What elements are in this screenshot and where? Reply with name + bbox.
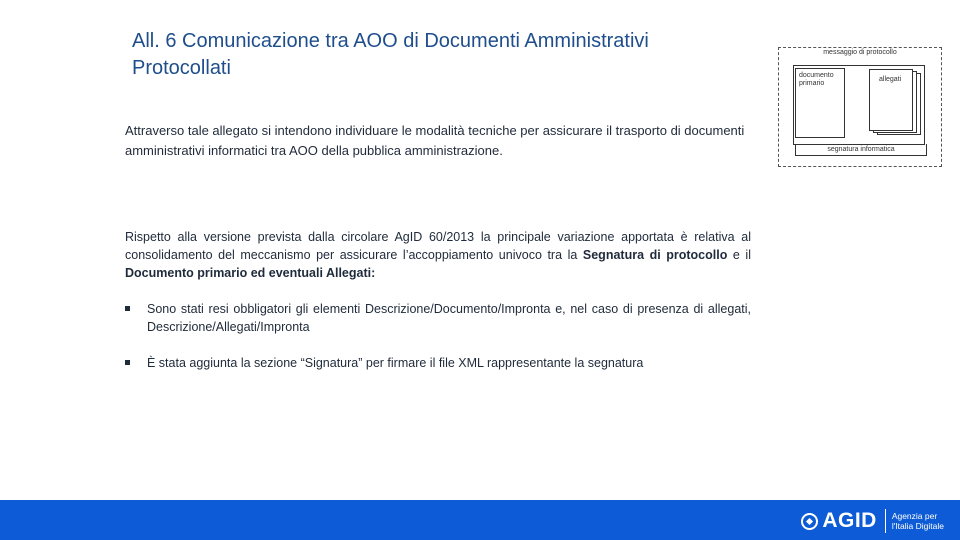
- paragraph-text: Rispetto alla versione prevista dalla circolare AgID 60/2013 la principale variazione apportata è relativa al consolidamento del meccanismo per assicurare l’accoppiamento univoco tra la: [125, 230, 751, 262]
- intro-paragraph: Attraverso tale allegato si intendono individuare le modalità tecniche per assicurare il trasporto di documenti amministrativi informatici tra AOO della pubblica amministrazione.: [125, 123, 745, 158]
- bullet-item: [125, 300, 751, 336]
- primary-document-label: documento primario: [799, 72, 834, 87]
- diagram-title: messaggio di protocollo: [823, 49, 897, 56]
- bullet-item: [125, 354, 751, 372]
- logo-subtitle-line1: Agenzia per: [891, 511, 938, 521]
- bullet-text: Sono stati resi obbligatori gli elementi Descrizione/Documento/Impronta e, nel caso di presenza di allegati, Descrizione/Allegati/Impronta: [147, 302, 751, 334]
- bullet-text: È stata aggiunta la sezione “Signatura” per firmare il file XML rappresentante la segnatura: [147, 356, 644, 370]
- logo-subtitle: [892, 511, 944, 531]
- signature-box: segnatura informatica: [795, 144, 927, 156]
- logo-subtitle-line2: l'Italia Digitale: [891, 521, 944, 531]
- bullet-square-icon: [125, 306, 130, 311]
- footer-bar: [0, 500, 960, 540]
- logo-divider: [885, 509, 886, 533]
- logo-wordmark: AGID: [822, 509, 877, 532]
- paragraph-bold-documento: Documento primario ed eventuali Allegati:: [125, 266, 376, 280]
- main-paragraph: [125, 228, 751, 282]
- protocol-message-diagram: [778, 47, 942, 167]
- paragraph-bold-segnatura: Segnatura di protocollo: [582, 248, 728, 262]
- agid-logo: [801, 508, 944, 534]
- bullet-list: [125, 300, 751, 390]
- bullet-square-icon: [125, 360, 130, 365]
- emblem-icon: [801, 513, 818, 530]
- attachments-label: allegati: [879, 76, 902, 83]
- slide-title: All. 6 Comunicazione tra AOO di Documenti Amministrativi Protocollati: [132, 30, 649, 79]
- paragraph-mid: e il: [727, 248, 751, 262]
